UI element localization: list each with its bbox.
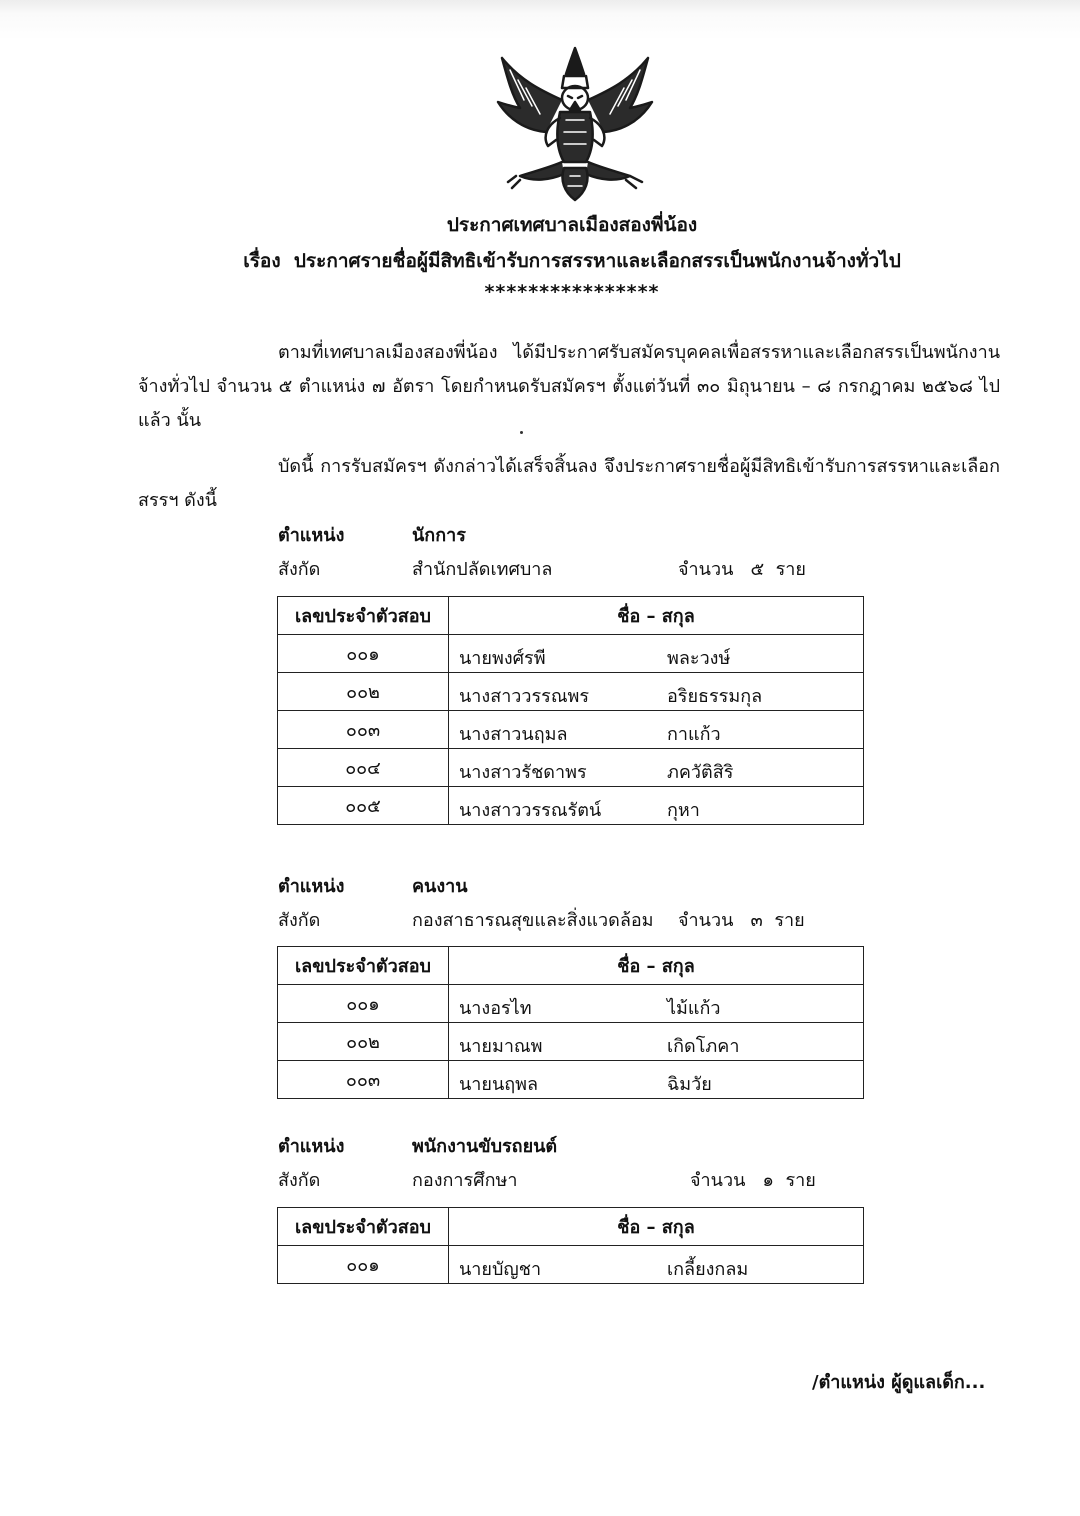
candidate-name bbox=[449, 1023, 864, 1061]
subject-label: เรื่อง bbox=[243, 250, 281, 272]
table-row bbox=[278, 673, 864, 711]
exam-id: ๐๐๒ bbox=[278, 1023, 449, 1061]
last-name: ไม้แก้ว bbox=[667, 998, 721, 1019]
count-value: ๑ bbox=[762, 1170, 774, 1191]
exam-id: ๐๐๔ bbox=[278, 749, 449, 787]
exam-id: ๐๐๑ bbox=[278, 635, 449, 673]
exam-id: ๐๐๓ bbox=[278, 1061, 449, 1099]
exam-id: ๐๐๕ bbox=[278, 787, 449, 825]
last-name: เกิดโภคา bbox=[667, 1036, 740, 1057]
announcement-subject bbox=[32, 249, 1080, 273]
page-continuation: /ตำแหน่ง ผู้ดูแลเด็ก... bbox=[812, 1372, 986, 1393]
candidate-name bbox=[449, 787, 864, 825]
headcount bbox=[678, 905, 805, 934]
col-header-name: ชื่อ – สกุล bbox=[449, 1208, 864, 1246]
candidate-name bbox=[449, 1061, 864, 1099]
table-row bbox=[278, 1061, 864, 1099]
count-word: จำนวน bbox=[690, 1170, 746, 1191]
count-value: ๓ bbox=[750, 910, 763, 931]
exam-id: ๐๐๒ bbox=[278, 673, 449, 711]
candidate-name bbox=[449, 985, 864, 1023]
table-row bbox=[278, 749, 864, 787]
first-name: นางสาววรรณรัตน์ bbox=[459, 800, 602, 821]
position-label: ตำแหน่ง bbox=[278, 1136, 345, 1157]
table-header-row bbox=[278, 1208, 864, 1246]
last-name: ภควัติสิริ bbox=[667, 762, 734, 783]
first-name: นายมาณพ bbox=[459, 1036, 543, 1057]
stray-dot bbox=[520, 431, 523, 434]
candidate-name bbox=[449, 635, 864, 673]
col-header-name: ชื่อ – สกุล bbox=[449, 947, 864, 985]
candidate-name bbox=[449, 749, 864, 787]
last-name: ฉิมวัย bbox=[667, 1074, 712, 1095]
department-name: กองสาธารณสุขและสิ่งแวดล้อม bbox=[412, 910, 654, 931]
last-name: อริยธรรมกุล bbox=[667, 686, 763, 707]
first-name: นางอรไท bbox=[459, 998, 532, 1019]
candidate-name bbox=[449, 673, 864, 711]
subject-text: ประกาศรายชื่อผู้มีสิทธิเข้ารับการสรรหาและเลือกสรรเป็นพนักงานจ้างทั่วไป bbox=[293, 250, 901, 272]
col-header-id: เลขประจำตัวสอบ bbox=[278, 1208, 449, 1246]
candidate-table bbox=[277, 946, 864, 1099]
position-name: พนักงานขับรถยนต์ bbox=[412, 1136, 558, 1157]
garuda-emblem-icon bbox=[490, 40, 660, 205]
table-row bbox=[278, 787, 864, 825]
table-header-row bbox=[278, 597, 864, 635]
position-label: ตำแหน่ง bbox=[278, 525, 345, 546]
department-name: สำนักปลัดเทศบาล bbox=[412, 559, 553, 580]
col-header-id: เลขประจำตัวสอบ bbox=[278, 947, 449, 985]
first-name: นายพงศ์รพี bbox=[459, 648, 546, 669]
last-name: กาแก้ว bbox=[667, 724, 721, 745]
notice-paragraph: บัดนี้ การรับสมัครฯ ดังกล่าวได้เสร็จสิ้นลง จึงประกาศรายชื่อผู้มีสิทธิเข้ารับการสรรหาและเลือกสรรฯ ดังนี้ bbox=[138, 456, 1000, 511]
table-row bbox=[278, 1246, 864, 1284]
exam-id: ๐๐๑ bbox=[278, 985, 449, 1023]
candidate-name bbox=[449, 711, 864, 749]
first-name: นางสาววรรณพร bbox=[459, 686, 590, 707]
headcount bbox=[690, 1165, 816, 1194]
last-name: พละวงษ์ bbox=[667, 648, 731, 669]
department-name: กองการศึกษา bbox=[412, 1170, 518, 1191]
table-row bbox=[278, 635, 864, 673]
col-header-name: ชื่อ – สกุล bbox=[449, 597, 864, 635]
announcement-title: ประกาศเทศบาลเมืองสองพี่น้อง bbox=[446, 214, 698, 236]
exam-id: ๐๐๓ bbox=[278, 711, 449, 749]
candidate-table bbox=[277, 596, 864, 825]
position-name: นักการ bbox=[412, 525, 466, 546]
count-unit: ราย bbox=[775, 559, 806, 580]
count-word: จำนวน bbox=[678, 910, 734, 931]
first-name: นายบัญชา bbox=[459, 1259, 542, 1280]
first-name: นางสาวนฤมล bbox=[459, 724, 568, 745]
table-row bbox=[278, 1023, 864, 1061]
first-name: นางสาวรัชดาพร bbox=[459, 762, 587, 783]
count-unit: ราย bbox=[785, 1170, 816, 1191]
count-unit: ราย bbox=[774, 910, 805, 931]
first-name: นายนฤพล bbox=[459, 1074, 539, 1095]
table-header-row bbox=[278, 947, 864, 985]
last-name: กุหา bbox=[667, 800, 700, 821]
candidate-name bbox=[449, 1246, 864, 1284]
department-label: สังกัด bbox=[278, 559, 321, 580]
exam-id: ๐๐๑ bbox=[278, 1246, 449, 1284]
headcount bbox=[678, 554, 806, 583]
department-label: สังกัด bbox=[278, 910, 321, 931]
table-row bbox=[278, 711, 864, 749]
department-label: สังกัด bbox=[278, 1170, 321, 1191]
table-row bbox=[278, 985, 864, 1023]
last-name: เกลี้ยงกลม bbox=[667, 1259, 749, 1280]
intro-paragraph: ตามที่เทศบาลเมืองสองพี่น้อง ได้มีประกาศรับสมัครบุคคลเพื่อสรรหาและเลือกสรรเป็นพนักงานจ้างทั่วไป จำนวน ๕ ตำแหน่ง ๗ อัตรา โดยกำหนดรับสมัครฯ ตั้งแต่วันที่ ๓๐ มิถุนายน – ๘ กรกฎาคม ๒๕๖๘ ไปแล้ว นั้น bbox=[138, 342, 1000, 431]
position-name: คนงาน bbox=[412, 876, 468, 897]
separator-stars: **************** bbox=[484, 281, 660, 303]
col-header-id: เลขประจำตัวสอบ bbox=[278, 597, 449, 635]
count-word: จำนวน bbox=[678, 559, 734, 580]
count-value: ๕ bbox=[750, 559, 765, 580]
candidate-table bbox=[277, 1207, 864, 1284]
position-label: ตำแหน่ง bbox=[278, 876, 345, 897]
